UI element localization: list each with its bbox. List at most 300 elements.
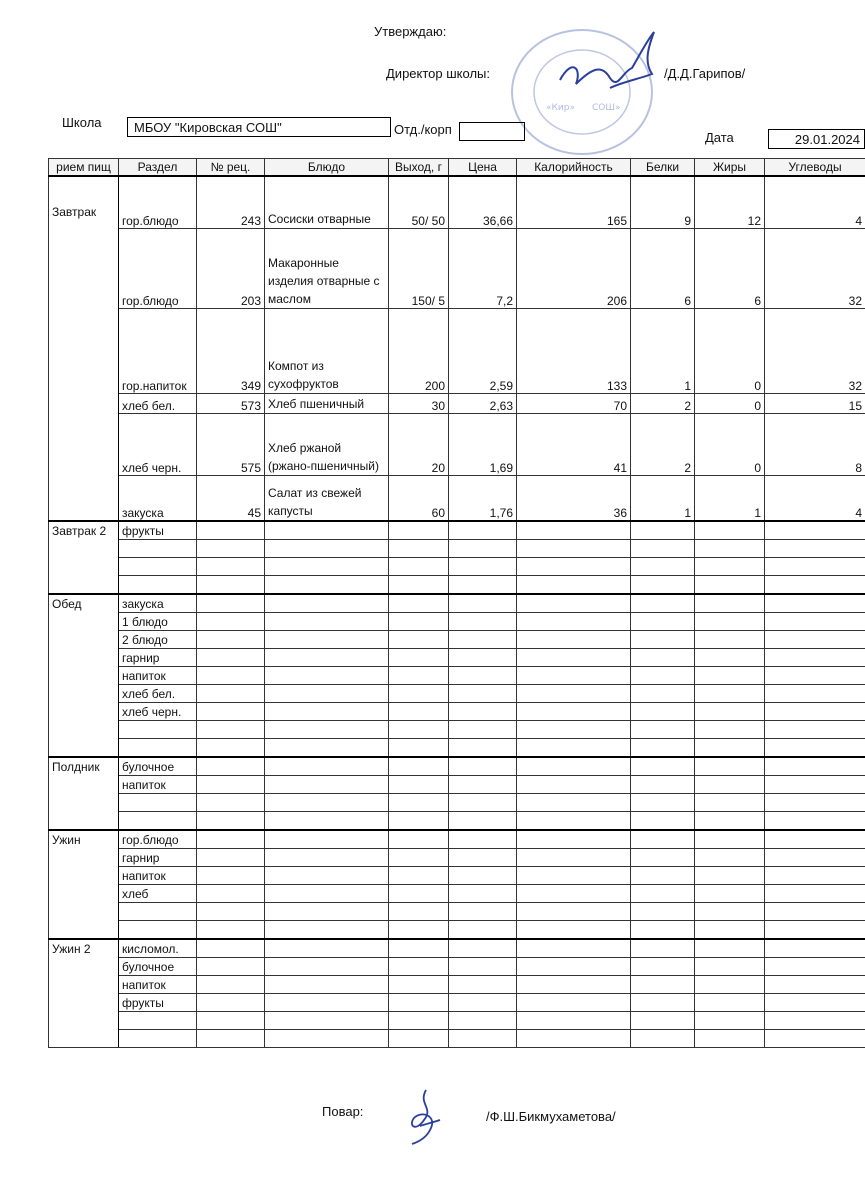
empty-cell[interactable] [765, 976, 865, 994]
date-value: 29.01.2024 [794, 132, 860, 147]
empty-cell[interactable] [695, 649, 765, 667]
empty-cell[interactable] [695, 739, 765, 758]
empty-cell[interactable] [765, 631, 865, 649]
section-cell: хлеб бел. [119, 685, 197, 703]
empty-cell[interactable] [695, 703, 765, 721]
empty-cell[interactable] [389, 558, 449, 576]
empty-cell[interactable] [695, 521, 765, 540]
table-row [49, 667, 865, 685]
empty-cell[interactable] [695, 540, 765, 558]
meal-name: Завтрак [49, 176, 119, 521]
empty-cell[interactable] [265, 849, 389, 867]
empty-cell[interactable] [765, 540, 865, 558]
carbs-cell: 8 [765, 413, 865, 475]
empty-cell[interactable] [389, 521, 449, 540]
empty-cell[interactable] [265, 958, 389, 976]
section-cell: хлеб бел. [119, 393, 197, 413]
empty-cell[interactable] [449, 921, 517, 940]
section-cell [119, 558, 197, 576]
empty-cell[interactable] [389, 776, 449, 794]
empty-cell[interactable] [631, 939, 695, 958]
dish-cell: Сосиски отварные [265, 176, 389, 228]
empty-cell[interactable] [265, 994, 389, 1012]
empty-cell[interactable] [449, 830, 517, 849]
empty-cell[interactable] [265, 830, 389, 849]
empty-cell[interactable] [765, 613, 865, 631]
empty-cell[interactable] [197, 885, 265, 903]
empty-cell[interactable] [517, 830, 631, 849]
empty-cell[interactable] [389, 976, 449, 994]
empty-cell[interactable] [631, 921, 695, 940]
empty-cell[interactable] [265, 576, 389, 595]
empty-cell[interactable] [765, 757, 865, 776]
empty-cell[interactable] [765, 921, 865, 940]
empty-cell[interactable] [631, 994, 695, 1012]
empty-cell[interactable] [449, 594, 517, 613]
empty-cell[interactable] [517, 757, 631, 776]
empty-cell[interactable] [389, 576, 449, 595]
empty-cell[interactable] [389, 921, 449, 940]
empty-cell[interactable] [389, 885, 449, 903]
empty-cell[interactable] [631, 776, 695, 794]
empty-cell[interactable] [517, 721, 631, 739]
empty-cell[interactable] [765, 1012, 865, 1030]
empty-cell[interactable] [517, 1012, 631, 1030]
table-row [49, 558, 865, 576]
empty-cell[interactable] [265, 540, 389, 558]
empty-cell[interactable] [389, 939, 449, 958]
table-row [49, 521, 865, 540]
empty-cell[interactable] [197, 721, 265, 739]
empty-cell[interactable] [517, 685, 631, 703]
empty-cell[interactable] [265, 594, 389, 613]
empty-cell[interactable] [449, 558, 517, 576]
empty-cell[interactable] [389, 540, 449, 558]
empty-cell[interactable] [695, 958, 765, 976]
section-cell [119, 1012, 197, 1030]
empty-cell[interactable] [449, 976, 517, 994]
empty-cell[interactable] [449, 576, 517, 595]
empty-cell[interactable] [765, 958, 865, 976]
empty-cell[interactable] [265, 703, 389, 721]
empty-cell[interactable] [631, 757, 695, 776]
empty-cell[interactable] [197, 830, 265, 849]
empty-cell[interactable] [517, 903, 631, 921]
dish-cell: Хлеб ржаной (ржано-пшеничный) [265, 413, 389, 475]
table-row [49, 540, 865, 558]
empty-cell[interactable] [197, 976, 265, 994]
table-row [49, 812, 865, 831]
empty-cell[interactable] [389, 613, 449, 631]
yield-cell: 200 [389, 308, 449, 393]
section-cell: гор.напиток [119, 308, 197, 393]
empty-cell[interactable] [631, 576, 695, 595]
empty-cell[interactable] [631, 849, 695, 867]
empty-cell[interactable] [449, 721, 517, 739]
empty-cell[interactable] [695, 576, 765, 595]
empty-cell[interactable] [197, 703, 265, 721]
col-yield-header: Выход, г [389, 159, 449, 177]
empty-cell[interactable] [449, 649, 517, 667]
price-cell: 7,2 [449, 228, 517, 308]
empty-cell[interactable] [517, 649, 631, 667]
empty-cell[interactable] [695, 776, 765, 794]
empty-cell[interactable] [265, 649, 389, 667]
empty-cell[interactable] [695, 867, 765, 885]
empty-cell[interactable] [197, 903, 265, 921]
section-cell: булочное [119, 757, 197, 776]
table-row [49, 757, 865, 776]
empty-cell[interactable] [389, 794, 449, 812]
empty-cell[interactable] [265, 1030, 389, 1048]
table-row [49, 849, 865, 867]
empty-cell[interactable] [695, 757, 765, 776]
empty-cell[interactable] [197, 739, 265, 758]
empty-cell[interactable] [765, 703, 865, 721]
fat-cell: 6 [695, 228, 765, 308]
empty-cell[interactable] [765, 558, 865, 576]
empty-cell[interactable] [695, 685, 765, 703]
section-cell: напиток [119, 976, 197, 994]
empty-cell[interactable] [265, 721, 389, 739]
empty-cell[interactable] [517, 667, 631, 685]
empty-cell[interactable] [265, 1012, 389, 1030]
empty-cell[interactable] [197, 849, 265, 867]
empty-cell[interactable] [389, 994, 449, 1012]
empty-cell[interactable] [265, 867, 389, 885]
empty-cell[interactable] [695, 885, 765, 903]
yield-cell: 150/ 5 [389, 228, 449, 308]
empty-cell[interactable] [765, 576, 865, 595]
price-cell: 36,66 [449, 176, 517, 228]
dept-label: Отд./корп [394, 122, 452, 137]
section-cell: гор.блюдо [119, 830, 197, 849]
empty-cell[interactable] [197, 649, 265, 667]
empty-cell[interactable] [631, 667, 695, 685]
empty-cell[interactable] [389, 739, 449, 758]
empty-cell[interactable] [197, 776, 265, 794]
empty-cell[interactable] [197, 521, 265, 540]
empty-cell[interactable] [449, 667, 517, 685]
empty-cell[interactable] [765, 830, 865, 849]
empty-cell[interactable] [389, 685, 449, 703]
table-row [49, 994, 865, 1012]
col-dish-header: Блюдо [265, 159, 389, 177]
empty-cell[interactable] [765, 903, 865, 921]
empty-cell[interactable] [389, 649, 449, 667]
empty-cell[interactable] [695, 939, 765, 958]
empty-cell[interactable] [265, 631, 389, 649]
empty-cell[interactable] [695, 721, 765, 739]
empty-cell[interactable] [631, 867, 695, 885]
table-row [49, 830, 865, 849]
empty-cell[interactable] [197, 594, 265, 613]
empty-cell[interactable] [197, 576, 265, 595]
recipe-cell: 243 [197, 176, 265, 228]
empty-cell[interactable] [631, 685, 695, 703]
price-cell: 1,76 [449, 475, 517, 521]
dish-cell: Макаронные изделия отварные с маслом [265, 228, 389, 308]
empty-cell[interactable] [389, 1030, 449, 1048]
col-carbs-header: Углеводы [765, 159, 865, 177]
recipe-cell: 349 [197, 308, 265, 393]
empty-cell[interactable] [265, 921, 389, 940]
empty-cell[interactable] [389, 631, 449, 649]
empty-cell[interactable] [517, 594, 631, 613]
section-cell [119, 903, 197, 921]
empty-cell[interactable] [265, 739, 389, 758]
empty-cell[interactable] [631, 1012, 695, 1030]
empty-cell[interactable] [389, 703, 449, 721]
empty-cell[interactable] [449, 613, 517, 631]
empty-cell[interactable] [265, 939, 389, 958]
meal-name: Ужин 2 [49, 939, 119, 1048]
empty-cell[interactable] [631, 521, 695, 540]
empty-cell[interactable] [389, 757, 449, 776]
empty-cell[interactable] [449, 1012, 517, 1030]
fat-cell: 0 [695, 393, 765, 413]
empty-cell[interactable] [265, 667, 389, 685]
empty-cell[interactable] [517, 1030, 631, 1048]
empty-cell[interactable] [389, 667, 449, 685]
empty-cell[interactable] [197, 1012, 265, 1030]
school-field[interactable] [127, 117, 391, 137]
empty-cell[interactable] [197, 685, 265, 703]
empty-cell[interactable] [449, 757, 517, 776]
empty-cell[interactable] [517, 613, 631, 631]
empty-cell[interactable] [449, 867, 517, 885]
col-recipe-header: № рец. [197, 159, 265, 177]
empty-cell[interactable] [517, 703, 631, 721]
empty-cell[interactable] [449, 994, 517, 1012]
empty-cell[interactable] [197, 1030, 265, 1048]
empty-cell[interactable] [631, 812, 695, 831]
empty-cell[interactable] [389, 849, 449, 867]
empty-cell[interactable] [197, 921, 265, 940]
protein-cell: 1 [631, 308, 695, 393]
empty-cell[interactable] [517, 631, 631, 649]
empty-cell[interactable] [265, 613, 389, 631]
empty-cell[interactable] [449, 521, 517, 540]
empty-cell[interactable] [765, 885, 865, 903]
empty-cell[interactable] [765, 994, 865, 1012]
empty-cell[interactable] [517, 976, 631, 994]
dept-field[interactable] [459, 122, 525, 141]
empty-cell[interactable] [517, 558, 631, 576]
empty-cell[interactable] [765, 649, 865, 667]
empty-cell[interactable] [389, 830, 449, 849]
empty-cell[interactable] [765, 521, 865, 540]
empty-cell[interactable] [389, 812, 449, 831]
empty-cell[interactable] [695, 1012, 765, 1030]
empty-cell[interactable] [765, 939, 865, 958]
empty-cell[interactable] [695, 849, 765, 867]
empty-cell[interactable] [517, 885, 631, 903]
empty-cell[interactable] [517, 794, 631, 812]
empty-cell[interactable] [765, 685, 865, 703]
empty-cell[interactable] [449, 903, 517, 921]
empty-cell[interactable] [631, 903, 695, 921]
empty-cell[interactable] [695, 558, 765, 576]
cook-signature [400, 1086, 450, 1148]
empty-cell[interactable] [695, 812, 765, 831]
empty-cell[interactable] [197, 812, 265, 831]
empty-cell[interactable] [517, 576, 631, 595]
empty-cell[interactable] [449, 794, 517, 812]
empty-cell[interactable] [517, 921, 631, 940]
empty-cell[interactable] [765, 667, 865, 685]
empty-cell[interactable] [695, 1030, 765, 1048]
empty-cell[interactable] [631, 558, 695, 576]
empty-cell[interactable] [517, 867, 631, 885]
empty-cell[interactable] [765, 812, 865, 831]
empty-cell[interactable] [765, 721, 865, 739]
empty-cell[interactable] [631, 830, 695, 849]
empty-cell[interactable] [631, 976, 695, 994]
section-cell: гор.блюдо [119, 228, 197, 308]
empty-cell[interactable] [265, 903, 389, 921]
section-cell: гор.блюдо [119, 176, 197, 228]
empty-cell[interactable] [265, 976, 389, 994]
empty-cell[interactable] [449, 939, 517, 958]
empty-cell[interactable] [631, 794, 695, 812]
empty-cell[interactable] [449, 958, 517, 976]
empty-cell[interactable] [695, 794, 765, 812]
empty-cell[interactable] [197, 558, 265, 576]
section-cell: 1 блюдо [119, 613, 197, 631]
empty-cell[interactable] [631, 649, 695, 667]
empty-cell[interactable] [517, 540, 631, 558]
empty-cell[interactable] [765, 776, 865, 794]
col-protein-header: Белки [631, 159, 695, 177]
empty-cell[interactable] [695, 594, 765, 613]
empty-cell[interactable] [389, 721, 449, 739]
empty-cell[interactable] [449, 885, 517, 903]
empty-cell[interactable] [265, 776, 389, 794]
empty-cell[interactable] [517, 812, 631, 831]
empty-cell[interactable] [765, 594, 865, 613]
date-field[interactable] [768, 129, 865, 149]
empty-cell[interactable] [695, 830, 765, 849]
empty-cell[interactable] [695, 994, 765, 1012]
empty-cell[interactable] [695, 903, 765, 921]
empty-cell[interactable] [517, 939, 631, 958]
section-cell [119, 739, 197, 758]
empty-cell[interactable] [765, 1030, 865, 1048]
table-row [49, 1012, 865, 1030]
protein-cell: 2 [631, 413, 695, 475]
empty-cell[interactable] [631, 703, 695, 721]
empty-cell[interactable] [197, 540, 265, 558]
section-cell [119, 576, 197, 595]
section-cell [119, 540, 197, 558]
table-row [49, 308, 865, 393]
kcal-cell: 206 [517, 228, 631, 308]
director-name: /Д.Д.Гарипов/ [664, 66, 746, 81]
empty-cell[interactable] [265, 794, 389, 812]
empty-cell[interactable] [631, 594, 695, 613]
empty-cell[interactable] [449, 739, 517, 758]
empty-cell[interactable] [631, 1030, 695, 1048]
empty-cell[interactable] [695, 613, 765, 631]
empty-cell[interactable] [389, 1012, 449, 1030]
empty-cell[interactable] [265, 885, 389, 903]
empty-cell[interactable] [765, 794, 865, 812]
section-cell: хлеб [119, 885, 197, 903]
empty-cell[interactable] [449, 1030, 517, 1048]
empty-cell[interactable] [197, 757, 265, 776]
section-cell: фрукты [119, 994, 197, 1012]
empty-cell[interactable] [695, 631, 765, 649]
empty-cell[interactable] [197, 613, 265, 631]
empty-cell[interactable] [265, 812, 389, 831]
empty-cell[interactable] [517, 739, 631, 758]
empty-cell[interactable] [389, 867, 449, 885]
empty-cell[interactable] [695, 921, 765, 940]
dish-cell: Салат из свежей капусты [265, 475, 389, 521]
empty-cell[interactable] [389, 594, 449, 613]
table-row [49, 176, 865, 228]
empty-cell[interactable] [631, 613, 695, 631]
empty-cell[interactable] [449, 812, 517, 831]
empty-cell[interactable] [631, 721, 695, 739]
empty-cell[interactable] [197, 958, 265, 976]
section-cell: напиток [119, 667, 197, 685]
table-row [49, 228, 865, 308]
empty-cell[interactable] [517, 958, 631, 976]
empty-cell[interactable] [265, 558, 389, 576]
empty-cell[interactable] [631, 540, 695, 558]
empty-cell[interactable] [389, 958, 449, 976]
empty-cell[interactable] [197, 667, 265, 685]
empty-cell[interactable] [389, 903, 449, 921]
empty-cell[interactable] [631, 739, 695, 758]
empty-cell[interactable] [197, 631, 265, 649]
section-cell: закуска [119, 475, 197, 521]
empty-cell[interactable] [265, 685, 389, 703]
empty-cell[interactable] [449, 703, 517, 721]
empty-cell[interactable] [631, 631, 695, 649]
empty-cell[interactable] [197, 867, 265, 885]
empty-cell[interactable] [265, 757, 389, 776]
empty-cell[interactable] [449, 685, 517, 703]
empty-cell[interactable] [449, 540, 517, 558]
empty-cell[interactable] [765, 849, 865, 867]
empty-cell[interactable] [197, 939, 265, 958]
empty-cell[interactable] [765, 867, 865, 885]
empty-cell[interactable] [695, 976, 765, 994]
empty-cell[interactable] [517, 994, 631, 1012]
empty-cell[interactable] [449, 631, 517, 649]
school-value: МБОУ "Кировская СОШ" [134, 120, 282, 135]
empty-cell[interactable] [631, 958, 695, 976]
empty-cell[interactable] [197, 794, 265, 812]
empty-cell[interactable] [517, 849, 631, 867]
empty-cell[interactable] [517, 521, 631, 540]
empty-cell[interactable] [631, 885, 695, 903]
col-kcal-header: Калорийность [517, 159, 631, 177]
empty-cell[interactable] [695, 667, 765, 685]
empty-cell[interactable] [197, 994, 265, 1012]
empty-cell[interactable] [765, 739, 865, 758]
empty-cell[interactable] [265, 521, 389, 540]
director-signature [552, 28, 662, 98]
yield-cell: 50/ 50 [389, 176, 449, 228]
empty-cell[interactable] [449, 849, 517, 867]
table-row [49, 958, 865, 976]
empty-cell[interactable] [449, 776, 517, 794]
empty-cell[interactable] [517, 776, 631, 794]
